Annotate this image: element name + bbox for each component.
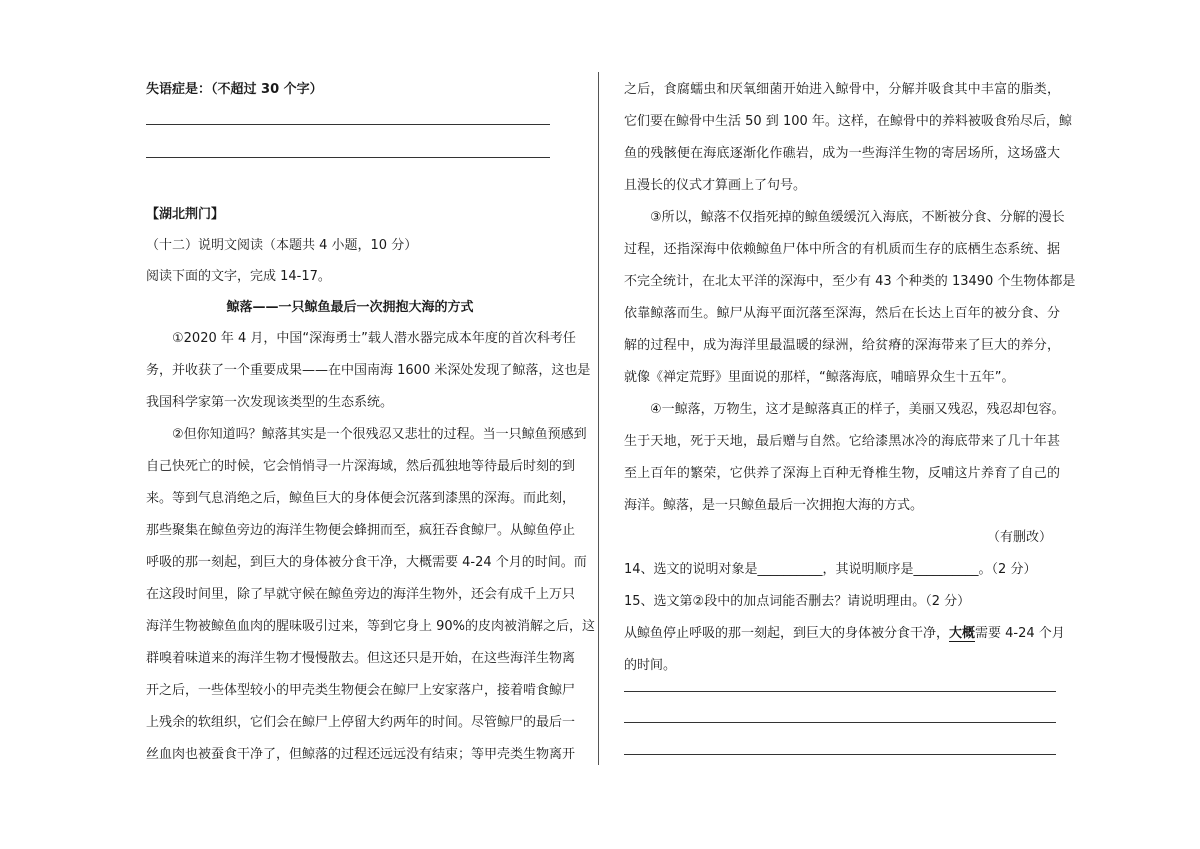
left-paragraph-line: 丝血肉也被蚕食干净了，但鲸落的过程还远远没有结束；等甲壳类生物离开 bbox=[146, 747, 576, 762]
quote-part: 需要 4-24 个月 bbox=[975, 626, 1065, 641]
question-15-quote bbox=[624, 625, 1065, 643]
source-note: （有删改） bbox=[986, 530, 1052, 545]
right-paragraph-line: 海洋。鲸落，是一只鲸鱼最后一次拥抱大海的方式。 bbox=[624, 498, 924, 513]
right-paragraph-line: 生于天地，死于天地，最后赠与自然。它给漆黑冰冷的海底带来了几十年甚 bbox=[624, 434, 1060, 449]
right-paragraph-line: 至上百年的繁荣，它供养了深海上百种无脊椎生物，反哺这片养育了自己的 bbox=[624, 466, 1060, 481]
left-paragraph-line: 那些聚集在鲸鱼旁边的海洋生物便会蜂拥而至，疯狂吞食鲸尸。从鲸鱼停止 bbox=[146, 523, 576, 538]
right-paragraph-line: 鱼的残骸便在海底逐渐化作礁岩，成为一些海洋生物的寄居场所，这场盛大 bbox=[624, 146, 1060, 161]
question-14: 14、选文的说明对象是__________，其说明顺序是__________。（2 分） bbox=[624, 562, 1037, 577]
right-paragraph-line: 过程，还指深海中依赖鲸鱼尸体中所含的有机质而生存的底栖生态系统、据 bbox=[624, 242, 1060, 257]
left-paragraph-line: ①2020 年 4 月，中国“深海勇士”载人潜水器完成本年度的首次科考任 bbox=[172, 331, 576, 346]
left-paragraph-line: 海洋生物被鲸鱼血肉的腥味吸引过来，等到它身上 90%的皮肉被消解之后，这 bbox=[146, 619, 596, 634]
right-paragraph-line: 之后，食腐蠕虫和厌氧细菌开始进入鲸骨中，分解并吸食其中丰富的脂类， bbox=[624, 82, 1060, 97]
right-paragraph-line: 且漫长的仪式才算画上了句号。 bbox=[624, 178, 807, 193]
right-paragraph-line: 不完全统计，在北太平洋的深海中，至少有 43 个种类的 13490 个生物体都是 bbox=[624, 274, 1076, 289]
question-15: 15、选文第②段中的加点词能否删去？请说明理由。（2 分） bbox=[624, 594, 971, 609]
answer-line-2 bbox=[146, 157, 550, 158]
right-paragraph-line: 解的过程中，成为海洋里最温暖的绿洲，给贫瘠的深海带来了巨大的养分， bbox=[624, 338, 1060, 353]
answer-line-5 bbox=[624, 754, 1056, 755]
question-label: 失语症是：（不超过 30 个字） bbox=[146, 82, 323, 97]
left-paragraph-line: ②但你知道吗？鲸落其实是一个很残忍又悲壮的过程。当一只鲸鱼预感到 bbox=[172, 427, 587, 442]
right-paragraph-line: ④一鲸落，万物生，这才是鲸落真正的样子，美丽又残忍，残忍却包容。 bbox=[650, 402, 1065, 417]
left-paragraph-line: 自己快死亡的时候，它会悄悄寻一片深海域，然后孤独地等待最后时刻的到 bbox=[146, 459, 576, 474]
answer-line-3 bbox=[624, 691, 1056, 692]
answer-line-4 bbox=[624, 722, 1056, 723]
left-paragraph-line: 开之后，一些体型较小的甲壳类生物便会在鲸尸上安家落户，接着啃食鲸尸 bbox=[146, 683, 576, 698]
right-paragraph-line: 它们要在鲸骨中生活 50 到 100 年。这样，在鲸骨中的养料被吸食殆尽后，鲸 bbox=[624, 114, 1072, 129]
instruction-text: 阅读下面的文字，完成 14-17。 bbox=[146, 269, 331, 284]
left-paragraph-line: 呼吸的那一刻起，到巨大的身体被分食干净，大概需要 4-24 个月的时间。而 bbox=[146, 555, 587, 570]
right-paragraph-line: 就像《禅定荒野》里面说的那样，“鲸落海底，哺暗界众生十五年”。 bbox=[624, 370, 1015, 385]
answer-line-1 bbox=[146, 124, 550, 125]
left-paragraph-line: 上残余的软组织，它们会在鲸尸上停留大约两年的时间。尽管鲸尸的最后一 bbox=[146, 715, 576, 730]
left-paragraph-line: 在这段时间里，除了早就守候在鲸鱼旁边的海洋生物外，还会有成千上万只 bbox=[146, 587, 576, 602]
quote-part: 从鲸鱼停止呼吸的那一刻起，到巨大的身体被分食干净， bbox=[624, 626, 950, 641]
emphasized-word: 大概 bbox=[949, 626, 976, 641]
right-paragraph-line: 依靠鲸落而生。鲸尸从海平面沉落至深海，然后在长达上百年的被分食、分 bbox=[624, 306, 1060, 321]
right-paragraph-line: ③所以，鲸落不仅指死掉的鲸鱼缓缓沉入海底，不断被分食、分解的漫长 bbox=[650, 210, 1065, 225]
region-heading: 【湖北荆门】 bbox=[146, 207, 225, 222]
article-title: 鲸落——一只鲸鱼最后一次拥抱大海的方式 bbox=[226, 300, 474, 315]
section-heading: （十二）说明文阅读（本题共 4 小题，10 分） bbox=[146, 238, 418, 253]
left-paragraph-line: 来。等到气息消绝之后，鲸鱼巨大的身体便会沉落到漆黑的深海。而此刻， bbox=[146, 491, 576, 506]
left-paragraph-line: 务，并收获了一个重要成果——在中国南海 1600 米深处发现了鲸落，这也是 bbox=[146, 363, 591, 378]
left-paragraph-line: 我国科学家第一次发现该类型的生态系统。 bbox=[146, 395, 394, 410]
column-divider bbox=[598, 72, 599, 765]
left-paragraph-line: 群嗅着味道来的海洋生物才慢慢散去。但这还只是开始，在这些海洋生物离 bbox=[146, 651, 576, 666]
question-15-quote-end: 的时间。 bbox=[624, 658, 677, 673]
